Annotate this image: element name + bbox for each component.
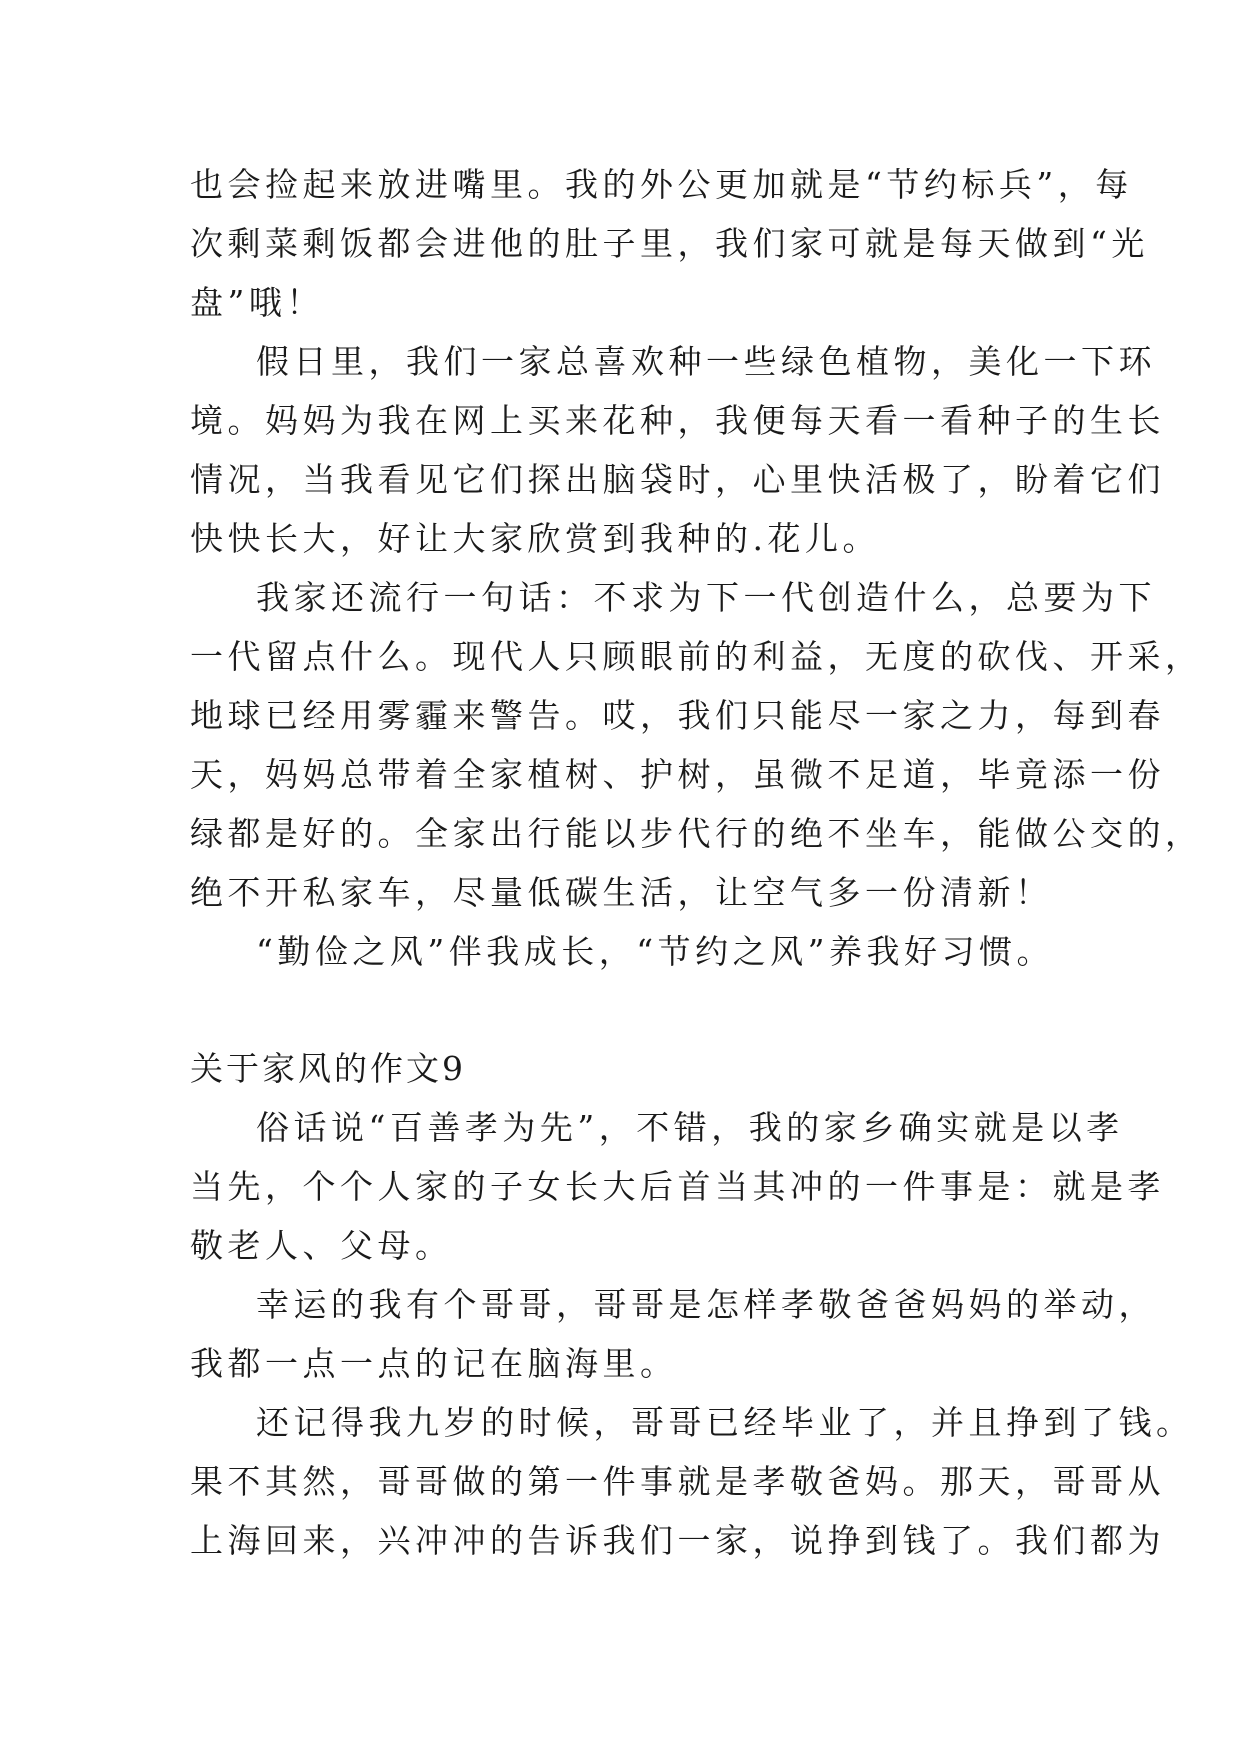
text-line: 天，妈妈总带着全家植树、护树，虽微不足道，毕竟添一份 [190,755,1165,794]
text-line: 快快长大，好让大家欣赏到我种的.花儿。 [190,519,880,558]
text-line: 地球已经用雾霾来警告。哎，我们只能尽一家之力，每到春 [190,696,1165,735]
text-line: 还记得我九岁的时候，哥哥已经毕业了，并且挣到了钱。 [256,1403,1194,1442]
text-line: 情况，当我看见它们探出脑袋时，心里快活极了，盼着它们 [190,460,1165,499]
text-line: 绿都是好的。全家出行能以步代行的绝不坐车，能做公交的， [190,814,1203,853]
section-spacer [190,981,1060,1039]
text-line: 境。妈妈为我在网上买来花种，我便每天看一看种子的生长 [190,401,1165,440]
text-line: 次剩菜剩饭都会进他的肚子里，我们家可就是每天做到“光 [190,224,1149,263]
document-page [190,155,1203,1570]
paragraph [190,1098,1165,1275]
paragraph [190,568,1203,922]
text-line: 当先，个个人家的子女长大后首当其冲的一件事是：就是孝 [190,1167,1165,1206]
text-line: 我家还流行一句话：不求为下一代创造什么，总要为下 [256,578,1156,617]
paragraph [190,155,1149,332]
text-line: 也会捡起来放进嘴里。我的外公更加就是“节约标兵”，每 [190,165,1133,204]
text-line: 果不其然，哥哥做的第一件事就是孝敬爸妈。那天，哥哥从 [190,1462,1165,1501]
text-line: 幸运的我有个哥哥，哥哥是怎样孝敬爸爸妈妈的举动， [256,1285,1156,1324]
text-line: 一代留点什么。现代人只顾眼前的利益，无度的砍伐、开采， [190,637,1203,676]
text-line: 敬老人、父母。 [190,1226,453,1265]
text-line: 绝不开私家车，尽量低碳生活，让空气多一份清新！ [190,873,1053,912]
paragraph [190,332,1165,568]
section-title: 关于家风的作文9 [190,1049,466,1088]
text-line: 盘”哦！ [190,283,324,322]
text-line: 上海回来，兴冲冲的告诉我们一家，说挣到钱了。我们都为 [190,1521,1165,1560]
paragraph [190,922,1060,981]
text-line: 假日里，我们一家总喜欢种一些绿色植物，美化一下环 [256,342,1156,381]
paragraph [190,1275,1156,1393]
text-line: 我都一点一点的记在脑海里。 [190,1344,678,1383]
paragraph [190,1393,1194,1570]
text-line: “勤俭之风”伴我成长，“节约之风”养我好习惯。 [256,932,1054,971]
text-line: 俗话说“百善孝为先”，不错，我的家乡确实就是以孝 [256,1108,1124,1147]
